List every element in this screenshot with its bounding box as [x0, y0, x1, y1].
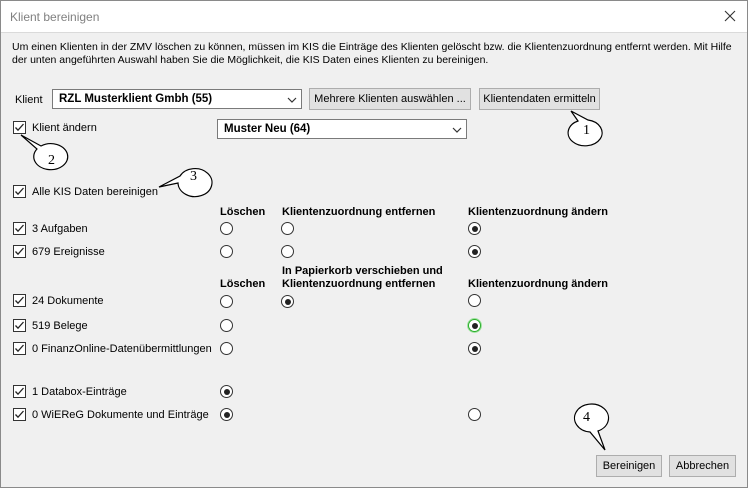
callout-4-bubble	[575, 404, 609, 450]
header-delete: Löschen	[220, 206, 266, 218]
row-databox-label: 1 Databox-Einträge	[32, 386, 127, 398]
intro-text: Um einen Klienten in der ZMV löschen zu können, müssen im KIS die Einträge des Klienten gelöscht bzw. die Klientenzuordnung entfernt werden. Mit Hilfe der unten angeführten Auswahl haben Sie die Möglichkeit, die KIS Daten eines Klienten zu bereinigen.	[12, 41, 732, 66]
client-select-value: RZL Musterklient Gmbh (55)	[59, 93, 213, 105]
callout-3-bubble	[159, 169, 212, 197]
header2-trash-line1: In Papierkorb verschieben und	[282, 265, 443, 277]
header2-delete: Löschen	[220, 278, 266, 290]
callout-3-number: 3	[190, 169, 197, 184]
row-documents-label: 24 Dokumente	[32, 295, 104, 307]
row-events-label: 679 Ereignisse	[32, 246, 105, 258]
callout-overlay	[1, 1, 747, 487]
row-wiereg-label: 0 WiEReG Dokumente und Einträge	[32, 409, 209, 421]
select-multiple-clients-button[interactable]: Mehrere Klienten auswählen ...	[309, 88, 471, 110]
fetch-client-data-button[interactable]: Klientendaten ermitteln	[479, 88, 600, 110]
cancel-button[interactable]: Abbrechen	[669, 455, 736, 477]
change-client-label: Klient ändern	[32, 122, 97, 134]
callout-4-number: 4	[583, 410, 590, 425]
client-label: Klient	[15, 94, 43, 106]
clean-button[interactable]: Bereinigen	[596, 455, 662, 477]
header-remove-assignment: Klientenzuordnung entfernen	[282, 206, 436, 218]
row-finanzonline-label: 0 FinanzOnline-Datenübermittlungen	[32, 343, 212, 355]
header2-change-assignment: Klientenzuordnung ändern	[468, 278, 608, 290]
row-receipts-label: 519 Belege	[32, 320, 88, 332]
header2-trash-line2: Klientenzuordnung entfernen	[282, 278, 436, 290]
clean-all-kis-label: Alle KIS Daten bereinigen	[32, 186, 158, 198]
row-tasks-label: 3 Aufgaben	[32, 223, 88, 235]
target-client-value: Muster Neu (64)	[224, 123, 311, 135]
window-title: Klient bereinigen	[10, 10, 100, 24]
callout-1-number: 1	[583, 123, 590, 138]
callout-2-number: 2	[48, 153, 55, 168]
callout-2-bubble	[21, 135, 68, 170]
header-change-assignment: Klientenzuordnung ändern	[468, 206, 608, 218]
